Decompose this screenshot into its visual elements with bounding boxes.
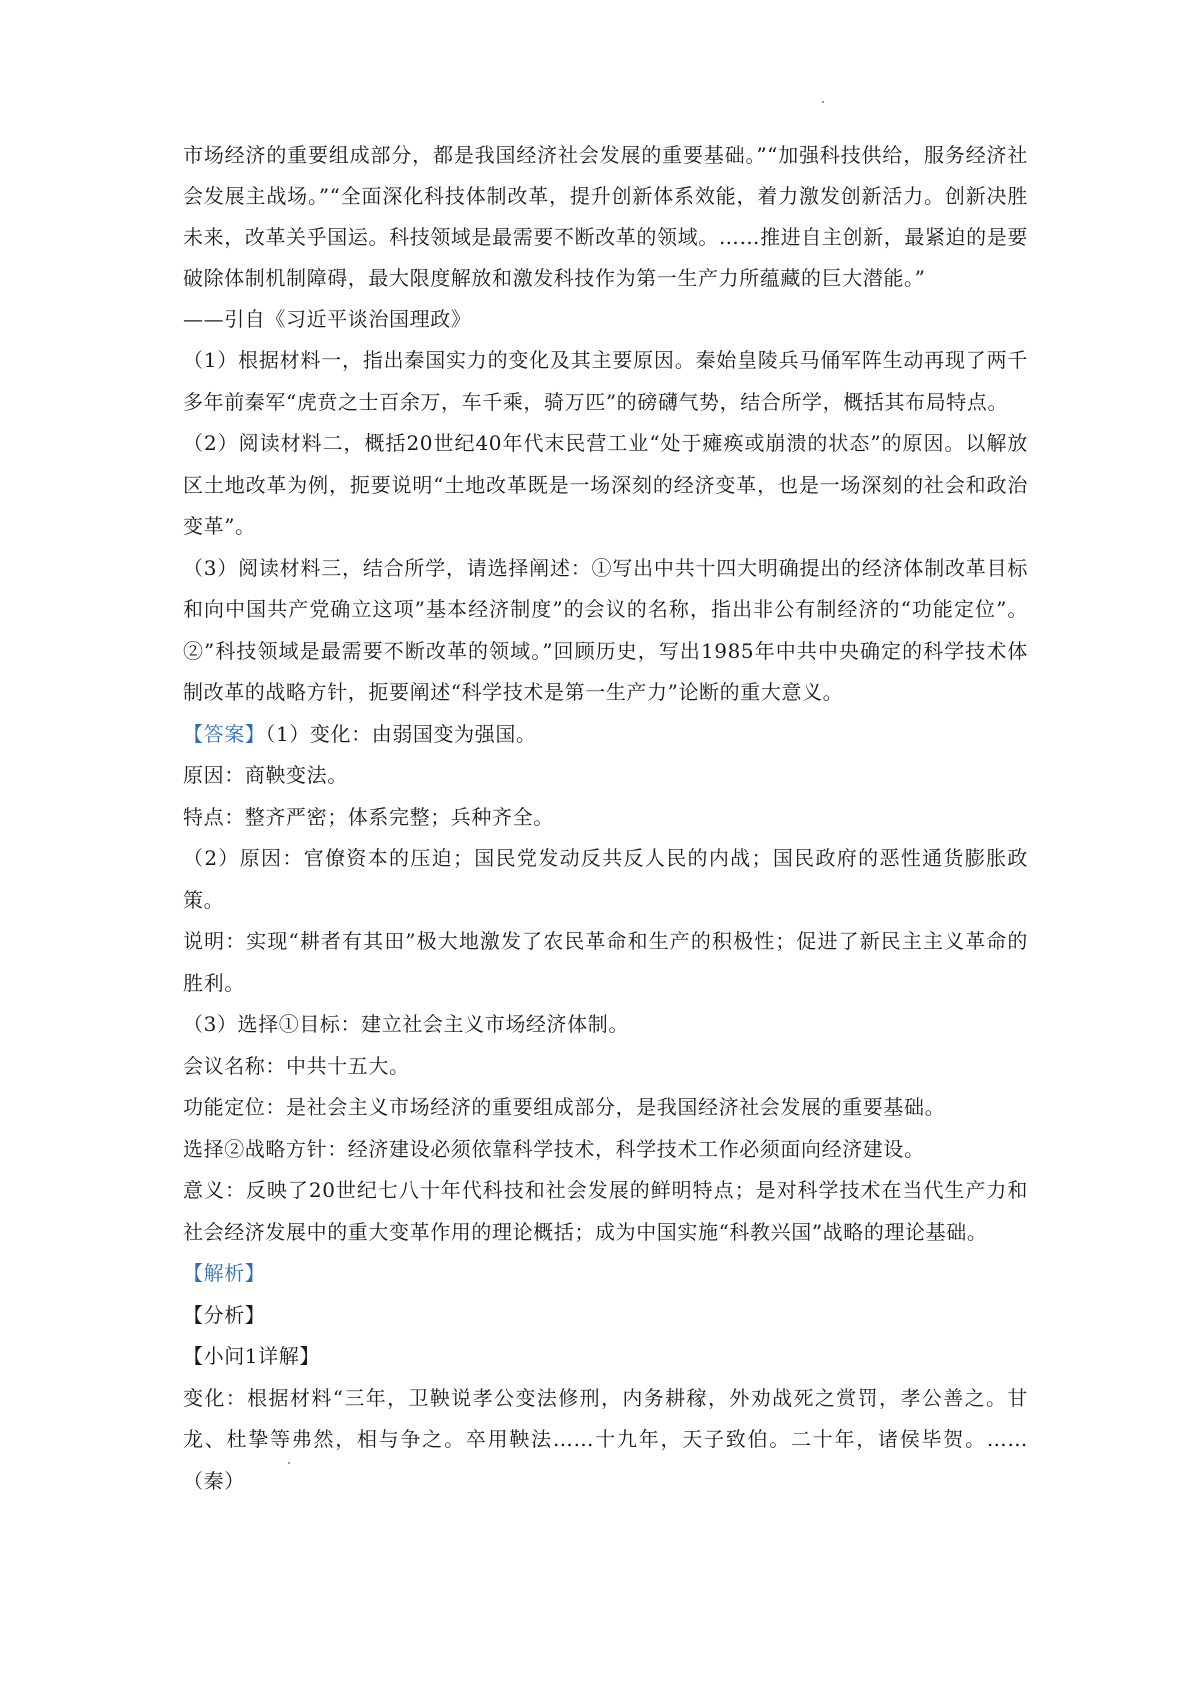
answer-line: （3）选择①目标：建立社会主义市场经济体制。 <box>183 1012 629 1036</box>
answer-line: 意义：反映了20世纪七八十年代科技和社会发展的鲜明特点；是对科学技术在当代生产力和社会经济发展中的重大变革作用的理论概括；成为中国实施“科教兴国”战略的理论基础。 <box>183 1178 1028 1244</box>
analysis-tag: 【解析】 <box>183 1261 266 1285</box>
answer-first-text: （1）变化：由弱国变为强国。 <box>265 721 537 746</box>
answer-section <box>183 714 1028 1254</box>
answer-first-line <box>183 714 1028 756</box>
fenxi-tag: 【分析】 <box>183 1302 266 1327</box>
answer-tag: 【答案】 <box>183 721 266 746</box>
document-page <box>183 135 1028 1502</box>
questions <box>183 340 1028 714</box>
answer-line: （2）原因：官僚资本的压迫；国民党发动反共反人民的内战；国民政府的恶性通货膨胀政策。 <box>183 846 1028 912</box>
answer-line: 特点：整齐严密；体系完整；兵种齐全。 <box>183 804 554 829</box>
quote-source: ——引自《习近平谈治国理政》 <box>183 307 472 331</box>
answer-line: 选择②战略方针：经济建设必须依靠科学技术，科学技术工作必须面向经济建设。 <box>183 1136 925 1161</box>
scan-dot <box>822 101 824 103</box>
analysis-section <box>183 1253 1028 1502</box>
question-3: （3）阅读材料三，结合所学，请选择阐述：①写出中共十四大明确提出的经济体制改革目标和向中国共产党确立这项”基本经济制度”的会议的名称，指出非公有制经济的“功能定位”。②”科技领域是最需要不断改革的领域。”回顾历史，写出1985年中共中央确定的科学技术体制改革的战略方针，扼要阐述“科学技术是第一生产力”论断的重大意义。 <box>183 555 1028 704</box>
sub-question-1-tag: 【小问1详解】 <box>183 1344 320 1368</box>
answer-line: 功能定位：是社会主义市场经济的重要组成部分，是我国经济社会发展的重要基础。 <box>183 1095 946 1119</box>
answer-line: 会议名称：中共十五大。 <box>183 1053 410 1078</box>
question-2: （2）阅读材料二，概括20世纪40年代末民营工业“处于瘫痪或崩溃的状态”的原因。以解放区土地改革为例，扼要说明“土地改革既是一场深刻的经济变革，也是一场深刻的社会和政治变革”。 <box>183 431 1028 538</box>
answer-line: 原因：商鞅变法。 <box>183 763 348 787</box>
question-1: （1）根据材料一，指出秦国实力的变化及其主要原因。秦始皇陵兵马俑军阵生动再现了两千多年前秦军“虎贲之士百余万，车千乘，骑万匹”的磅礴气势，结合所学，概括其布局特点。 <box>183 348 1028 414</box>
quote-text: 市场经济的重要组成部分，都是我国经济社会发展的重要基础。”“加强科技供给，服务经济社会发展主战场。”“全面深化科技体制改革，提升创新体系效能，着力激发创新活力。创新决胜未来，改革关乎国运。科技领域是最需要不断改革的领域。……推进自主创新，最紧迫的是要破除体制机制障碍，最大限度解放和激发科技作为第一生产力所蕴藏的巨大潜能。” <box>183 143 1028 290</box>
material-quote <box>183 135 1028 340</box>
answer-line: 说明：实现“耕者有其田”极大地激发了农民革命和生产的积极性；促进了新民主主义革命的胜利。 <box>183 929 1028 995</box>
detail-text: 变化：根据材料“三年，卫鞅说孝公变法修刑，内务耕稼，外劝战死之赏罚，孝公善之。甘龙、杜挚等弗然，相与争之。卒用鞅法……十九年，天子致伯。二十年，诸侯毕贺。……（秦） <box>183 1385 1028 1493</box>
